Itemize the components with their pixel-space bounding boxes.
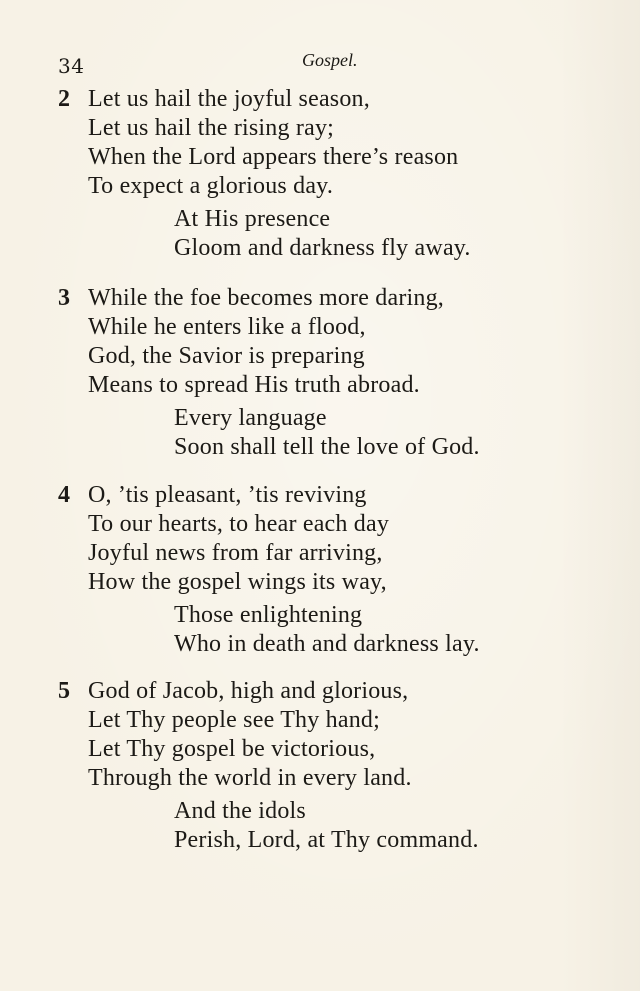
verse-line: To our hearts, to hear each day <box>88 511 390 537</box>
page-edge-shading <box>560 0 640 991</box>
refrain-line: Gloom and darkness fly away. <box>174 235 471 261</box>
refrain-line: At His presence <box>174 206 331 232</box>
refrain-line: Those enlightening <box>174 602 363 628</box>
verse-line: Through the world in every land. <box>88 765 412 791</box>
verse-number: 3 <box>58 285 70 311</box>
verse-line: Let us hail the rising ray; <box>88 115 335 141</box>
verse-number: 5 <box>58 678 70 704</box>
verse-line: When the Lord appears there’s reason <box>88 144 459 170</box>
refrain-line: Every language <box>174 405 327 431</box>
verse-line: To expect a glorious day. <box>88 173 334 199</box>
verse-line: Let us hail the joyful season, <box>88 86 370 112</box>
verse-line: God of Jacob, high and glorious, <box>88 678 409 704</box>
verse-line: While the foe becomes more daring, <box>88 285 444 311</box>
verse-line: Let Thy people see Thy hand; <box>88 707 380 733</box>
refrain-line: Soon shall tell the love of God. <box>174 434 480 460</box>
verse-number: 4 <box>58 482 70 508</box>
verse-line: Let Thy gospel be victorious, <box>88 736 376 762</box>
refrain-line: Perish, Lord, at Thy command. <box>174 827 479 853</box>
verse-number: 2 <box>58 86 70 112</box>
verse-line: God, the Savior is preparing <box>88 343 365 369</box>
verse-line: O, ’tis pleasant, ’tis reviving <box>88 482 367 508</box>
verse-line: Joyful news from far arriving, <box>88 540 383 566</box>
verse-line: How the gospel wings its way, <box>88 569 387 595</box>
refrain-line: Who in death and darkness lay. <box>174 631 480 657</box>
running-title: Gospel. <box>302 50 358 70</box>
refrain-line: And the idols <box>174 798 306 824</box>
page-number: 34 <box>58 54 85 78</box>
verse-line: While he enters like a flood, <box>88 314 366 340</box>
page-header <box>0 46 640 76</box>
verse-line: Means to spread His truth abroad. <box>88 372 420 398</box>
